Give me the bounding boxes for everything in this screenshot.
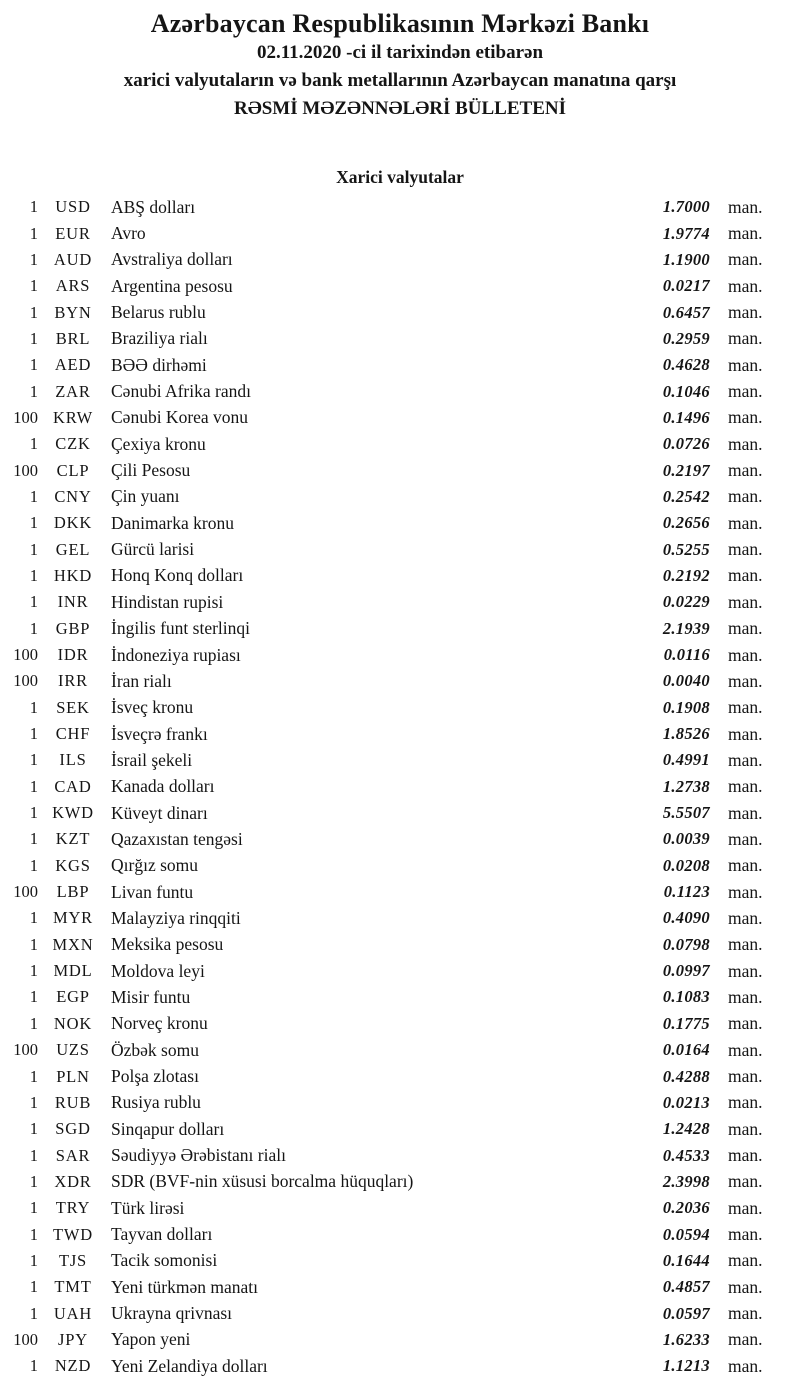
nominal-amount: 1	[29, 1013, 38, 1033]
rate-value: 0.6457	[662, 302, 710, 322]
currency-name: BƏƏ dirhəmi	[111, 354, 207, 375]
nominal-amount: 1	[29, 328, 38, 348]
section-title-foreign-currencies: Xarici valyutalar	[336, 167, 464, 187]
nominal-amount: 1	[29, 1356, 38, 1376]
rate-value: 0.0208	[662, 855, 710, 875]
rate-value: 0.4288	[662, 1066, 710, 1086]
rate-row	[0, 220, 772, 246]
unit-label: man.	[728, 486, 763, 507]
rate-row	[0, 1169, 772, 1195]
currency-name: Yeni Zelandiya dolları	[111, 1355, 268, 1376]
currency-name: İran rialı	[111, 670, 172, 691]
currency-code: USD	[55, 197, 91, 217]
rate-row	[0, 1248, 772, 1274]
rate-value: 5.5507	[662, 803, 710, 823]
currency-code: TJS	[58, 1250, 88, 1270]
rate-row	[0, 457, 772, 483]
rate-value: 0.2656	[662, 513, 710, 533]
rate-row	[0, 1274, 772, 1300]
rate-value: 0.0229	[662, 592, 710, 612]
nominal-amount: 1	[29, 855, 38, 875]
rate-value: 1.7000	[662, 197, 710, 217]
unit-label: man.	[728, 381, 763, 402]
rate-value: 0.0597	[662, 1303, 710, 1323]
rate-row	[0, 273, 772, 299]
rate-value: 1.9774	[662, 223, 710, 243]
unit-label: man.	[728, 1224, 763, 1245]
nominal-amount: 1	[29, 513, 38, 533]
rate-row	[0, 1221, 772, 1247]
currency-name: Hindistan rupisi	[111, 591, 224, 612]
currency-name: ABŞ dolları	[111, 196, 196, 217]
currency-name: Qazaxıstan tengəsi	[111, 828, 243, 849]
unit-label: man.	[728, 565, 763, 586]
nominal-amount: 1	[29, 223, 38, 243]
nominal-amount: 1	[29, 434, 38, 454]
currency-name: Meksika pesosu	[111, 934, 224, 955]
currency-name: Belarus rublu	[111, 302, 206, 323]
currency-code: TMT	[54, 1277, 92, 1297]
rate-row	[0, 1300, 772, 1326]
rate-value: 0.0116	[663, 645, 710, 665]
unit-label: man.	[728, 1303, 763, 1324]
currency-name: Malayziya rinqqiti	[111, 907, 241, 928]
unit-label: man.	[728, 1145, 763, 1166]
currency-name: Ukrayna qrivnası	[111, 1303, 233, 1324]
unit-label: man.	[728, 1039, 763, 1060]
currency-name: İsrail şekeli	[111, 749, 193, 770]
currency-name: Sinqapur dolları	[111, 1118, 225, 1139]
rate-value: 0.0039	[662, 829, 710, 849]
unit-label: man.	[728, 1355, 763, 1376]
rate-row	[0, 431, 772, 457]
rate-row	[0, 1011, 772, 1037]
unit-label: man.	[728, 223, 763, 244]
nominal-amount: 1	[29, 1145, 38, 1165]
currency-name: İngilis funt sterlinqi	[111, 618, 251, 639]
currency-name: Yeni türkmən manatı	[111, 1276, 258, 1297]
nominal-amount: 1	[29, 697, 38, 717]
currency-code: IRR	[58, 671, 88, 691]
rate-row	[0, 905, 772, 931]
currency-code: ZAR	[55, 381, 91, 401]
rate-row	[0, 536, 772, 562]
rate-row	[0, 932, 772, 958]
currency-code: AUD	[53, 249, 93, 269]
effective-date-line: 02.11.2020 -ci il tarixindən etibarən	[256, 42, 544, 63]
nominal-amount: 1	[29, 197, 38, 217]
nominal-amount: 1	[29, 618, 38, 638]
unit-label: man.	[728, 828, 763, 849]
currency-code: UZS	[56, 1040, 90, 1060]
unit-label: man.	[728, 644, 763, 665]
unit-label: man.	[728, 1013, 763, 1034]
rate-value: 0.2542	[662, 486, 710, 506]
nominal-amount: 1	[29, 829, 38, 849]
currency-name: Livan funtu	[111, 881, 194, 902]
bulletin-title: RƏSMİ MƏZƏNNƏLƏRİ BÜLLETENİ	[233, 98, 566, 119]
unit-label: man.	[728, 1250, 763, 1271]
currency-code: SGD	[55, 1119, 91, 1139]
currency-code: PLN	[56, 1066, 90, 1086]
rate-row	[0, 378, 772, 404]
nominal-amount: 1	[29, 776, 38, 796]
rate-value: 0.4991	[662, 750, 710, 770]
rate-value: 2.1939	[662, 618, 710, 638]
rate-value: 0.0726	[662, 434, 710, 454]
unit-label: man.	[728, 802, 763, 823]
rate-row	[0, 747, 772, 773]
rate-row	[0, 958, 772, 984]
rate-row	[0, 642, 772, 668]
currency-code: DKK	[53, 513, 93, 533]
rate-value: 0.1123	[663, 882, 710, 902]
currency-code: NOK	[53, 1013, 93, 1033]
rate-row	[0, 1037, 772, 1063]
nominal-amount: 1	[29, 302, 38, 322]
currency-name: Çexiya kronu	[111, 433, 206, 454]
currency-code: CHF	[55, 724, 91, 744]
currency-name: Rusiya rublu	[111, 1092, 201, 1113]
rate-row	[0, 668, 772, 694]
rate-row	[0, 1195, 772, 1221]
unit-label: man.	[728, 776, 763, 797]
rate-value: 0.1644	[662, 1250, 710, 1270]
unit-label: man.	[728, 249, 763, 270]
nominal-amount: 1	[29, 1303, 38, 1323]
nominal-amount: 100	[13, 882, 38, 902]
rate-value: 2.3998	[662, 1171, 710, 1191]
currency-code: SEK	[56, 697, 90, 717]
nominal-amount: 1	[29, 1092, 38, 1112]
currency-code: GBP	[55, 618, 91, 638]
rate-value: 1.2738	[662, 776, 710, 796]
currency-code: CNY	[54, 486, 92, 506]
currency-code: EUR	[55, 223, 91, 243]
nominal-amount: 1	[29, 355, 38, 375]
unit-label: man.	[728, 407, 763, 428]
unit-label: man.	[728, 433, 763, 454]
nominal-amount: 1	[29, 539, 38, 559]
nominal-amount: 1	[29, 1277, 38, 1297]
nominal-amount: 1	[29, 1119, 38, 1139]
unit-label: man.	[728, 354, 763, 375]
currency-code: KGS	[55, 855, 91, 875]
unit-label: man.	[728, 302, 763, 323]
rate-value: 0.4533	[662, 1145, 710, 1165]
currency-code: TRY	[55, 1198, 91, 1218]
currency-name: Kanada dolları	[111, 776, 215, 797]
rate-value: 0.2959	[662, 328, 710, 348]
currency-code: KZT	[55, 829, 91, 849]
rate-row	[0, 1090, 772, 1116]
rate-row	[0, 484, 772, 510]
nominal-amount: 1	[29, 961, 38, 981]
currency-code: TWD	[53, 1224, 93, 1244]
rate-value: 0.0997	[662, 961, 710, 981]
unit-label: man.	[728, 539, 763, 560]
rate-row	[0, 695, 772, 721]
nominal-amount: 100	[13, 1040, 38, 1060]
currency-name: Polşa zlotası	[111, 1066, 199, 1087]
unit-label: man.	[728, 460, 763, 481]
rate-value: 0.0217	[662, 276, 710, 296]
nominal-amount: 1	[29, 987, 38, 1007]
currency-code: INR	[57, 592, 89, 612]
rate-row	[0, 853, 772, 879]
unit-label: man.	[728, 1066, 763, 1087]
nominal-amount: 1	[29, 750, 38, 770]
rate-row	[0, 247, 772, 273]
rate-value: 0.0798	[662, 934, 710, 954]
nominal-amount: 1	[29, 724, 38, 744]
unit-label: man.	[728, 328, 763, 349]
unit-label: man.	[728, 986, 763, 1007]
rate-row	[0, 563, 772, 589]
rate-value: 0.4628	[662, 355, 710, 375]
rate-value: 0.0164	[662, 1040, 710, 1060]
currency-name: Çin yuanı	[111, 486, 180, 507]
currency-name: Avro	[111, 223, 146, 244]
nominal-amount: 100	[13, 1329, 38, 1349]
currency-code: MYR	[53, 908, 93, 928]
currency-code: ILS	[59, 750, 87, 770]
currency-code: KWD	[52, 803, 94, 823]
currency-code: BRL	[55, 328, 91, 348]
rate-row	[0, 326, 772, 352]
nominal-amount: 1	[29, 276, 38, 296]
nominal-amount: 1	[29, 592, 38, 612]
unit-label: man.	[728, 934, 763, 955]
nominal-amount: 1	[29, 381, 38, 401]
currency-name: Tacik somonisi	[111, 1250, 218, 1271]
rate-row	[0, 984, 772, 1010]
currency-name: Yapon yeni	[111, 1329, 191, 1350]
currency-code: JPY	[58, 1329, 88, 1349]
bulletin-header	[0, 0, 800, 123]
nominal-amount: 100	[13, 645, 38, 665]
rate-value: 0.1775	[662, 1013, 710, 1033]
currency-code: IDR	[57, 645, 89, 665]
rate-row	[0, 1063, 772, 1089]
rate-value: 0.4857	[662, 1277, 710, 1297]
rate-value: 0.5255	[662, 539, 710, 559]
rate-value: 1.1900	[662, 249, 710, 269]
currency-name: İsveçrə frankı	[111, 723, 208, 744]
currency-name: İndoneziya rupiası	[111, 644, 241, 665]
unit-label: man.	[728, 618, 763, 639]
rate-row	[0, 774, 772, 800]
rate-value: 0.1046	[662, 381, 710, 401]
unit-label: man.	[728, 1329, 763, 1350]
currency-name: Danimarka kronu	[111, 512, 234, 533]
unit-label: man.	[728, 1197, 763, 1218]
currency-code: CLP	[56, 460, 90, 480]
rate-row	[0, 800, 772, 826]
currency-name: Avstraliya dolları	[111, 249, 233, 270]
currency-name: Gürcü larisi	[111, 539, 195, 560]
unit-label: man.	[728, 855, 763, 876]
unit-label: man.	[728, 1092, 763, 1113]
currency-name: Çili Pesosu	[111, 460, 191, 481]
currency-name: Səudiyyə Ərəbistanı rialı	[111, 1145, 286, 1166]
currency-name: İsveç kronu	[111, 697, 194, 718]
rate-row	[0, 1142, 772, 1168]
rate-row	[0, 879, 772, 905]
currency-code: XDR	[54, 1171, 92, 1191]
rate-row	[0, 721, 772, 747]
currency-name: Tayvan dolları	[111, 1224, 213, 1245]
currency-name: Cənubi Afrika randı	[111, 381, 251, 402]
rate-value: 0.2192	[662, 565, 710, 585]
unit-label: man.	[728, 512, 763, 533]
rate-row	[0, 589, 772, 615]
currency-code: UAH	[53, 1303, 93, 1323]
currency-code: CAD	[54, 776, 92, 796]
rate-value: 0.4090	[662, 908, 710, 928]
rate-value: 0.1083	[662, 987, 710, 1007]
rate-row	[0, 194, 772, 220]
currency-code: KRW	[53, 407, 93, 427]
currency-code: LBP	[56, 882, 90, 902]
nominal-amount: 1	[29, 1066, 38, 1086]
rate-row	[0, 616, 772, 642]
rate-row	[0, 352, 772, 378]
rate-row	[0, 405, 772, 431]
nominal-amount: 1	[29, 934, 38, 954]
nominal-amount: 100	[13, 671, 38, 691]
rate-row	[0, 1116, 772, 1142]
subject-line: xarici valyutaların və bank metallarının Azərbaycan manatına qarşı	[123, 70, 677, 91]
nominal-amount: 1	[29, 803, 38, 823]
nominal-amount: 1	[29, 486, 38, 506]
rate-value: 1.1213	[662, 1356, 710, 1376]
currency-code: EGP	[56, 987, 90, 1007]
unit-label: man.	[728, 1276, 763, 1297]
unit-label: man.	[728, 196, 763, 217]
rate-row	[0, 1327, 772, 1353]
nominal-amount: 1	[29, 1198, 38, 1218]
rate-row	[0, 299, 772, 325]
rate-value: 0.2036	[662, 1198, 710, 1218]
currency-code: NZD	[54, 1356, 92, 1376]
unit-label: man.	[728, 749, 763, 770]
currency-name: Honq Konq dolları	[111, 565, 244, 586]
unit-label: man.	[728, 960, 763, 981]
unit-label: man.	[728, 1118, 763, 1139]
currency-code: GEL	[55, 539, 91, 559]
currency-name: Cənubi Korea vonu	[111, 407, 249, 428]
unit-label: man.	[728, 907, 763, 928]
rate-value: 0.0040	[662, 671, 710, 691]
currency-name: Norveç kronu	[111, 1013, 208, 1034]
currency-name: Moldova leyi	[111, 960, 205, 981]
currency-name: Qırğız somu	[111, 855, 199, 876]
rate-value: 0.1908	[662, 697, 710, 717]
unit-label: man.	[728, 723, 763, 744]
rate-value: 0.0213	[662, 1092, 710, 1112]
bank-name-title: Azərbaycan Respublikasının Mərkəzi Bankı	[150, 9, 650, 38]
rate-value: 1.6233	[662, 1329, 710, 1349]
rate-value: 1.2428	[662, 1119, 710, 1139]
currency-code: CZK	[55, 434, 91, 454]
nominal-amount: 100	[13, 407, 38, 427]
rate-row	[0, 826, 772, 852]
rate-value: 0.0594	[662, 1224, 710, 1244]
currency-code: MDL	[53, 961, 93, 981]
currency-name: SDR (BVF-nin xüsusi borcalma hüquqları)	[111, 1171, 414, 1192]
currency-name: Argentina pesosu	[111, 275, 233, 296]
nominal-amount: 100	[13, 460, 38, 480]
currency-code: BYN	[54, 302, 92, 322]
exchange-rates-table	[0, 194, 800, 1379]
unit-label: man.	[728, 881, 763, 902]
nominal-amount: 1	[29, 1171, 38, 1191]
currency-name: Küveyt dinarı	[111, 802, 208, 823]
currency-code: MXN	[52, 934, 94, 954]
unit-label: man.	[728, 1171, 763, 1192]
currency-name: Türk lirəsi	[111, 1197, 185, 1218]
currency-code: RUB	[54, 1092, 92, 1112]
rate-value: 1.8526	[662, 724, 710, 744]
currency-code: AED	[54, 355, 92, 375]
nominal-amount: 1	[29, 908, 38, 928]
rate-row	[0, 510, 772, 536]
currency-name: Braziliya rialı	[111, 328, 208, 349]
currency-code: ARS	[55, 276, 91, 296]
unit-label: man.	[728, 697, 763, 718]
unit-label: man.	[728, 591, 763, 612]
currency-name: Misir funtu	[111, 986, 191, 1007]
rate-value: 0.1496	[662, 407, 710, 427]
unit-label: man.	[728, 670, 763, 691]
nominal-amount: 1	[29, 1250, 38, 1270]
rate-value: 0.2197	[662, 460, 710, 480]
nominal-amount: 1	[29, 249, 38, 269]
nominal-amount: 1	[29, 565, 38, 585]
currency-name: Özbək somu	[111, 1039, 199, 1060]
currency-code: HKD	[53, 565, 93, 585]
unit-label: man.	[728, 275, 763, 296]
nominal-amount: 1	[29, 1224, 38, 1244]
rate-row	[0, 1353, 772, 1379]
currency-code: SAR	[55, 1145, 91, 1165]
